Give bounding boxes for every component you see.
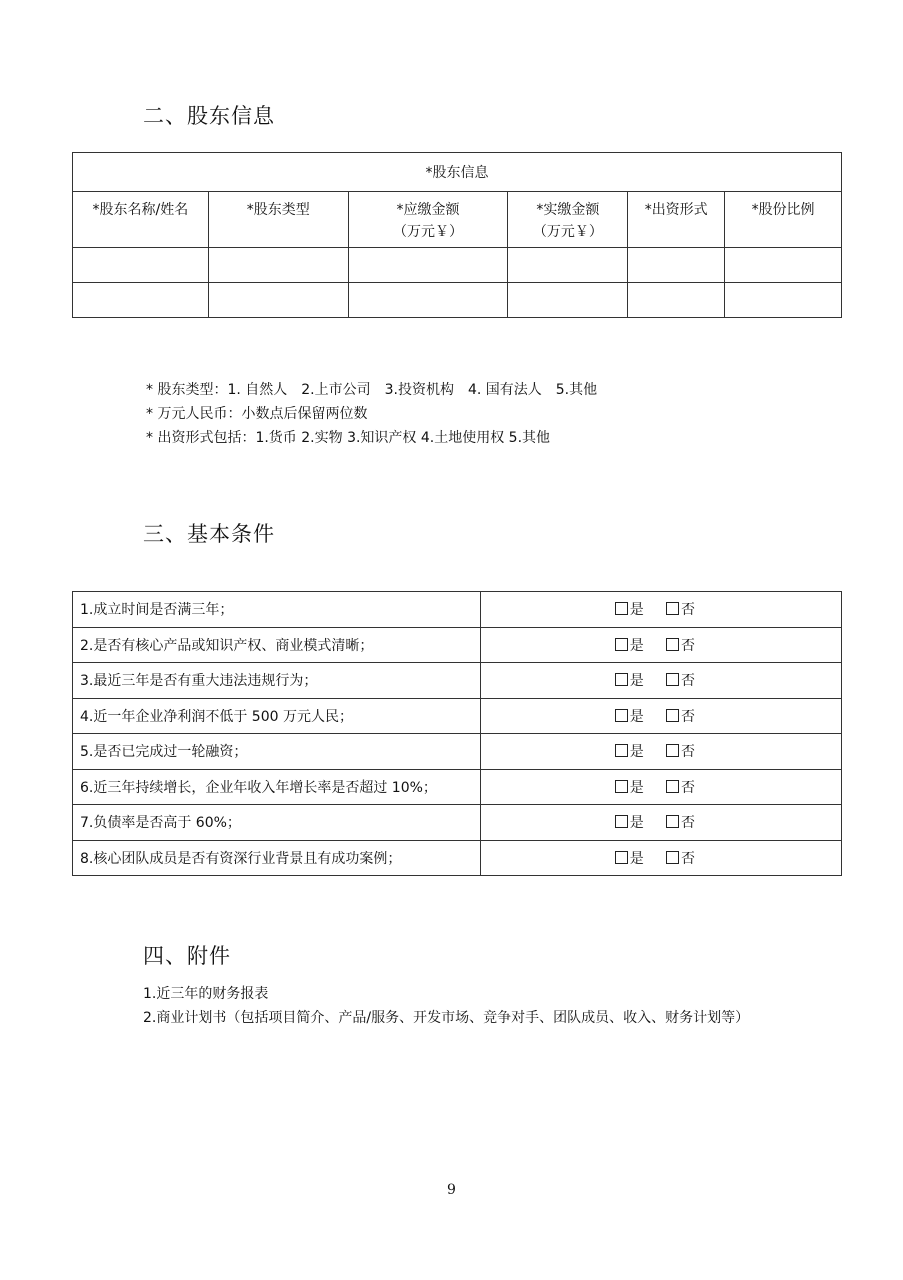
answer-cell (481, 627, 842, 663)
column-header: *股东类型 (208, 192, 348, 248)
answer-cell (481, 840, 842, 876)
answer-cell (481, 734, 842, 770)
table-cell[interactable] (725, 248, 842, 283)
section2-heading: 二、股东信息 (143, 104, 275, 128)
checkbox-icon[interactable] (666, 673, 679, 686)
yes-option[interactable]: 是 (615, 848, 644, 868)
yes-option[interactable]: 是 (615, 706, 644, 726)
table-row (73, 248, 842, 283)
column-header: *出资形式 (628, 192, 725, 248)
yes-option[interactable]: 是 (615, 812, 644, 832)
attachment-list (143, 982, 783, 1030)
shareholder-notes (146, 378, 597, 450)
section3-heading: 三、基本条件 (143, 522, 275, 546)
note-line: * 股东类型：1. 自然人 2.上市公司 3.投资机构 4. 国有法人 5.其他 (146, 382, 598, 398)
checkbox-icon[interactable] (615, 709, 628, 722)
answer-cell (481, 663, 842, 699)
table-row (73, 698, 842, 734)
note-line: * 万元人民币：小数点后保留两位数 (146, 406, 368, 422)
shareholder-table (72, 152, 842, 318)
table-cell[interactable] (73, 283, 209, 318)
checkbox-icon[interactable] (615, 815, 628, 828)
yes-option[interactable]: 是 (615, 635, 644, 655)
list-item: 2.商业计划书（包括项目简介、产品/服务、开发市场、竞争对手、团队成员、收入、财务计划等） (143, 1010, 750, 1026)
answer-cell (481, 592, 842, 628)
yes-option[interactable]: 是 (615, 599, 644, 619)
checkbox-icon[interactable] (666, 744, 679, 757)
no-option[interactable]: 否 (666, 848, 695, 868)
column-header: *应缴金额 （万元￥） (348, 192, 508, 248)
table-row (73, 805, 842, 841)
shareholder-table-title: *股东信息 (73, 153, 842, 192)
table-cell[interactable] (508, 283, 628, 318)
table-row (73, 283, 842, 318)
question-text: 2.是否有核心产品或知识产权、商业模式清晰； (73, 627, 481, 663)
note-line: * 出资形式包括：1.货币 2.实物 3.知识产权 4.土地使用权 5.其他 (146, 430, 551, 446)
question-text: 6.近三年持续增长，企业年收入年增长率是否超过 10%； (73, 769, 481, 805)
no-option[interactable]: 否 (666, 777, 695, 797)
column-header: *实缴金额 （万元￥） (508, 192, 628, 248)
table-row (73, 627, 842, 663)
table-cell[interactable] (725, 283, 842, 318)
checkbox-icon[interactable] (615, 780, 628, 793)
checkbox-icon[interactable] (615, 851, 628, 864)
checkbox-icon[interactable] (666, 709, 679, 722)
no-option[interactable]: 否 (666, 812, 695, 832)
answer-cell (481, 805, 842, 841)
table-row (73, 840, 842, 876)
question-text: 1.成立时间是否满三年； (73, 592, 481, 628)
checkbox-icon[interactable] (615, 602, 628, 615)
yes-option[interactable]: 是 (615, 670, 644, 690)
table-cell[interactable] (208, 283, 348, 318)
checkbox-icon[interactable] (615, 638, 628, 651)
checkbox-icon[interactable] (666, 780, 679, 793)
column-header: *股份比例 (725, 192, 842, 248)
question-text: 5.是否已完成过一轮融资； (73, 734, 481, 770)
table-cell[interactable] (73, 248, 209, 283)
page-number: 9 (447, 1182, 456, 1198)
question-text: 8.核心团队成员是否有资深行业背景且有成功案例； (73, 840, 481, 876)
table-cell[interactable] (628, 283, 725, 318)
table-cell[interactable] (208, 248, 348, 283)
section4-heading: 四、附件 (143, 944, 231, 968)
checkbox-icon[interactable] (615, 744, 628, 757)
table-row (73, 734, 842, 770)
table-row (73, 592, 842, 628)
question-text: 4.近一年企业净利润不低于 500 万元人民； (73, 698, 481, 734)
yes-option[interactable]: 是 (615, 741, 644, 761)
yes-option[interactable]: 是 (615, 777, 644, 797)
no-option[interactable]: 否 (666, 635, 695, 655)
table-cell[interactable] (348, 283, 508, 318)
checkbox-icon[interactable] (615, 673, 628, 686)
no-option[interactable]: 否 (666, 706, 695, 726)
column-header: *股东名称/姓名 (73, 192, 209, 248)
checkbox-icon[interactable] (666, 602, 679, 615)
question-text: 7.负债率是否高于 60%； (73, 805, 481, 841)
table-row (73, 769, 842, 805)
no-option[interactable]: 否 (666, 599, 695, 619)
conditions-table (72, 591, 842, 876)
table-row (73, 663, 842, 699)
table-cell[interactable] (508, 248, 628, 283)
question-text: 3.最近三年是否有重大违法违规行为； (73, 663, 481, 699)
no-option[interactable]: 否 (666, 670, 695, 690)
table-cell[interactable] (628, 248, 725, 283)
checkbox-icon[interactable] (666, 638, 679, 651)
answer-cell (481, 698, 842, 734)
answer-cell (481, 769, 842, 805)
checkbox-icon[interactable] (666, 815, 679, 828)
no-option[interactable]: 否 (666, 741, 695, 761)
checkbox-icon[interactable] (666, 851, 679, 864)
table-cell[interactable] (348, 248, 508, 283)
list-item: 1.近三年的财务报表 (143, 986, 269, 1002)
